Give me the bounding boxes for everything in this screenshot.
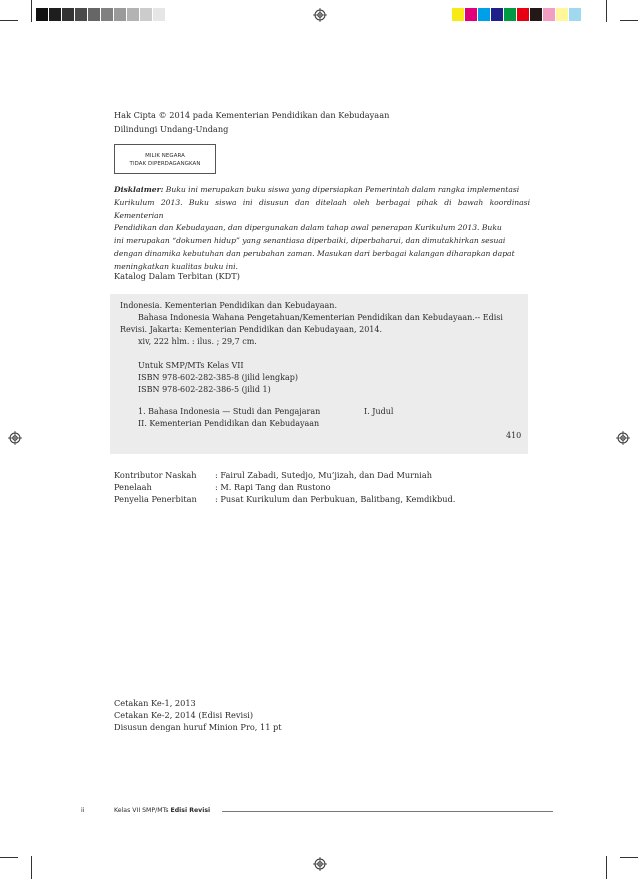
gray-swatch (166, 8, 179, 21)
crop-mark (31, 0, 32, 22)
grayscale-bar (36, 8, 179, 21)
catalog-title-entry: I. Judul (364, 407, 394, 416)
disclaimer-line: Pendidikan dan Kebudayaan, dan dipergunakan dalam tahap awal penerapan Kurikulum 2013. Buku (114, 223, 502, 233)
isbn-volume: ISBN 978-602-282-386-5 (jilid 1) (138, 385, 271, 394)
credit-label: Penyelia Penerbitan (114, 494, 197, 504)
crop-mark (620, 20, 638, 21)
protection-line: Dilindungi Undang-Undang (114, 124, 229, 134)
disclaimer-line: Disklaimer: Buku ini merupakan buku siswa yang dipersiapkan Pemerintah dalam rangka implementasi (114, 185, 520, 194)
footer-rule (222, 811, 553, 812)
catalog-box (110, 294, 528, 454)
registration-mark-icon (8, 431, 22, 445)
color-swatch (452, 8, 465, 21)
catalog-line: Untuk SMP/MTs Kelas VII (138, 361, 244, 370)
crop-mark (0, 20, 18, 21)
registration-mark-icon (313, 8, 327, 22)
typeface-line: Disusun dengan huruf Minion Pro, 11 pt (114, 722, 282, 732)
footer-book: Kelas VII SMP/MTs (114, 807, 169, 814)
gray-swatch (140, 8, 153, 21)
color-swatch (478, 8, 491, 21)
copyright-line: Hak Cipta © 2014 pada Kementerian Pendidikan dan Kebudayaan (114, 110, 390, 120)
stamp-line-2: TIDAK DIPERDAGANGKAN (129, 161, 201, 167)
catalog-line: Revisi. Jakarta: Kementerian Pendidikan dan Kebudayaan, 2014. (120, 325, 383, 334)
crop-mark (0, 857, 18, 858)
crop-mark (31, 856, 32, 879)
catalog-line: xiv, 222 hlm. : ilus. ; 29,7 cm. (138, 337, 257, 346)
catalog-line: Bahasa Indonesia Wahana Pengetahuan/Kementerian Pendidikan dan Kebudayaan.-- Edisi (138, 313, 503, 322)
color-bar (452, 8, 582, 21)
registration-mark-icon (313, 857, 327, 871)
gray-swatch (153, 8, 166, 21)
credit-label: Kontributor Naskah (114, 470, 197, 480)
disclaimer-line: Kurikulum 2013. Buku siswa ini disusun dan ditelaah oleh berbagai pihak di bawah koordinasi Kementerian (114, 197, 530, 220)
gray-swatch (88, 8, 101, 21)
gray-swatch (101, 8, 114, 21)
color-swatch (556, 8, 569, 21)
crop-mark (606, 0, 607, 22)
color-swatch (504, 8, 517, 21)
color-swatch (530, 8, 543, 21)
credit-value: : Fairul Zabadi, Sutedjo, Mu’jizah, dan Dad Murniah (215, 470, 433, 480)
footer-edition: Edisi Revisi (170, 807, 211, 814)
catalog-subject: II. Kementerian Pendidikan dan Kebudayaan (138, 419, 320, 428)
catalog-line: Indonesia. Kementerian Pendidikan dan Kebudayaan. (120, 301, 338, 310)
color-swatch (491, 8, 504, 21)
crop-mark (620, 857, 638, 858)
credit-label: Penelaah (114, 482, 152, 492)
credit-value: : Pusat Kurikulum dan Perbukuan, Balitbang, Kemdikbud. (215, 494, 456, 504)
gray-swatch (114, 8, 127, 21)
catalog-heading: Katalog Dalam Terbitan (KDT) (114, 271, 240, 281)
disclaimer (114, 184, 530, 274)
credit-value: : M. Rapi Tang dan Rustono (215, 482, 331, 492)
disclaimer-label: Disklaimer: (114, 185, 164, 194)
isbn-complete: ISBN 978-602-282-385-8 (jilid lengkap) (138, 373, 298, 382)
catalog-subject: 1. Bahasa Indonesia — Studi dan Pengajaran (138, 407, 321, 416)
running-footer (114, 806, 210, 816)
color-swatch (543, 8, 556, 21)
gray-swatch (49, 8, 62, 21)
gray-swatch (62, 8, 75, 21)
classification-number: 410 (506, 431, 522, 440)
state-property-stamp (114, 144, 216, 174)
page-number: ii (81, 807, 85, 814)
color-swatch (465, 8, 478, 21)
printing-line: Cetakan Ke-1, 2013 (114, 698, 196, 708)
registration-mark-icon (616, 431, 630, 445)
printing-line: Cetakan Ke-2, 2014 (Edisi Revisi) (114, 710, 254, 720)
gray-swatch (75, 8, 88, 21)
gray-swatch (36, 8, 49, 21)
disclaimer-line: meningkatkan kualitas buku ini. (114, 261, 238, 271)
stamp-line-1: MILIK NEGARA (145, 153, 185, 159)
disclaimer-line: dengan dinamika kebutuhan dan perubahan zaman. Masukan dari berbagai kalangan diharapkan dapat (114, 248, 515, 258)
gray-swatch (127, 8, 140, 21)
crop-mark (606, 856, 607, 879)
disclaimer-line: ini merupakan “dokumen hidup” yang senantiasa diperbaiki, diperbaharui, dan dimutakhirkan sesuai (114, 236, 506, 246)
color-swatch (569, 8, 582, 21)
color-swatch (517, 8, 530, 21)
